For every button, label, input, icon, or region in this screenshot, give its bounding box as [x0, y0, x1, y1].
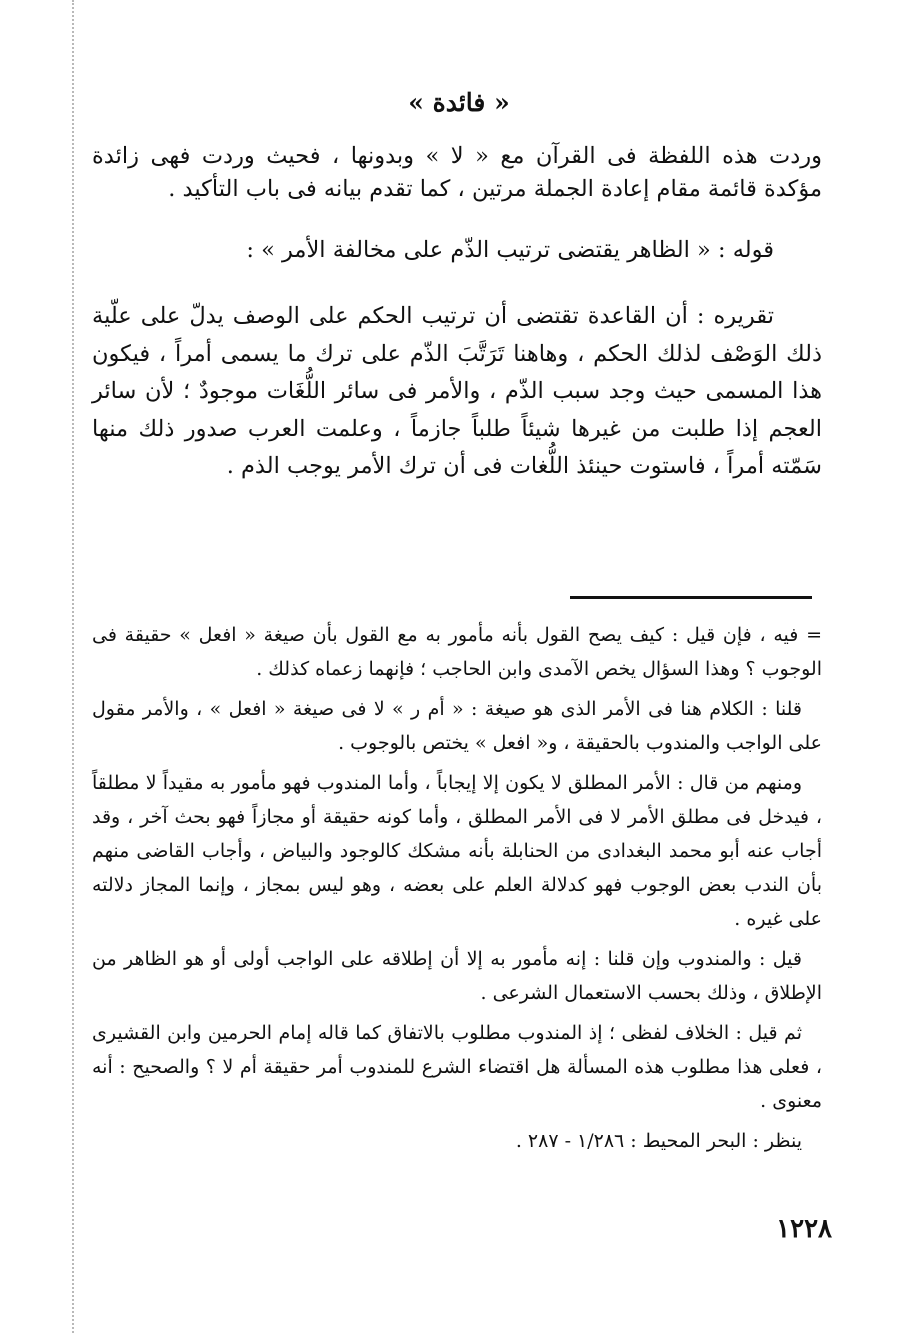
footnote-reference: ينظر : البحر المحيط : ١/٢٨٦ - ٢٨٧ .: [515, 1130, 802, 1152]
section-title: « فائدة »: [408, 88, 510, 117]
intro-paragraph: وردت هذه اللفظة فى القرآن مع « لا » وبدونها ، فحيث وردت فهى زائدة مؤكدة قائمة مقام إعادة الجملة مرتين ، كما تقدم بيانه فى باب التأكيد .: [92, 143, 822, 202]
binding-margin-dots: [72, 0, 74, 1333]
footnotes: [92, 618, 822, 1164]
footnote-paragraph: = فيه ، فإن قيل : كيف يصح القول بأنه مأمور به مع القول بأن صيغة « افعل » حقيقة فى الوجوب ؟ وهذا السؤال يخص الآمدى وابن الحاجب ؛ فإنهما زعماه كذلك .: [92, 624, 822, 680]
footnote-paragraph: قيل : والمندوب وإن قلنا : إنه مأمور به إلا أن إطلاقه على الواجب أولى أو هو الظاهر من الإطلاق ، وذلك بحسب الاستعمال الشرعى .: [92, 948, 822, 1004]
main-text: [92, 140, 822, 486]
explanation-paragraph: تقريره : أن القاعدة تقتضى أن ترتيب الحكم على الوصف يدلّ على علّية ذلك الوَصْف لذلك الحكم ، وهاهنا تَرَتَّبَ الذّم على ترك ما يسمى أمراً ، فيكون هذا المسمى حيث وجد سبب الذّم ، والأمر فى سائر اللُّغَات موجودٌ ؛ لأن سائر العجم إذا طلبت من غيرها شيئاً طلباً جازماً ، وعلمت العرب صدور ذلك منها سَمّته أمراً ، فاستوت حينئذ اللُّغات فى أن ترك الأمر يوجب الذم .: [92, 303, 822, 479]
quoted-statement: قوله : « الظاهر يقتضى ترتيب الذّم على مخالفة الأمر » :: [246, 237, 774, 263]
footnote-separator: [570, 596, 812, 599]
page-number: ١٢٢٨: [776, 1214, 832, 1244]
footnote-paragraph: ومنهم من قال : الأمر المطلق لا يكون إلا إيجاباً ، وأما المندوب فهو مأمور به مقيداً لا مطلقاً ، فيدخل فى مطلق الأمر لا فى الأمر المطلق ، وأما كونه حقيقة أو مجازاً فهو بحث آخر ، وقد أجاب عنه أبو محمد البغدادى من الحنابلة بأنه مشكك كالوجود والبياض ، وأجاب القاضى منهم بأن الندب بعض الوجوب فهو كدلالة العلم على بعضه ، وهو ليس بمجاز ، وإنما المجاز دلالته على غيره .: [92, 772, 822, 930]
footnote-paragraph: ثم قيل : الخلاف لفظى ؛ إذ المندوب مطلوب بالاتفاق كما قاله إمام الحرمين وابن القشيرى ، فعلى هذا مطلوب هذه المسألة هل اقتضاء الشرع للمندوب أمر حقيقة أم لا ؟ والصحيح : أنه معنوى .: [92, 1022, 822, 1112]
footnote-paragraph: قلنا : الكلام هنا فى الأمر الذى هو صيغة : « أم ر » لا فى صيغة « افعل » ، والأمر مقول على الواجب والمندوب بالحقيقة ، و« افعل » يختص بالوجوب .: [92, 698, 822, 754]
